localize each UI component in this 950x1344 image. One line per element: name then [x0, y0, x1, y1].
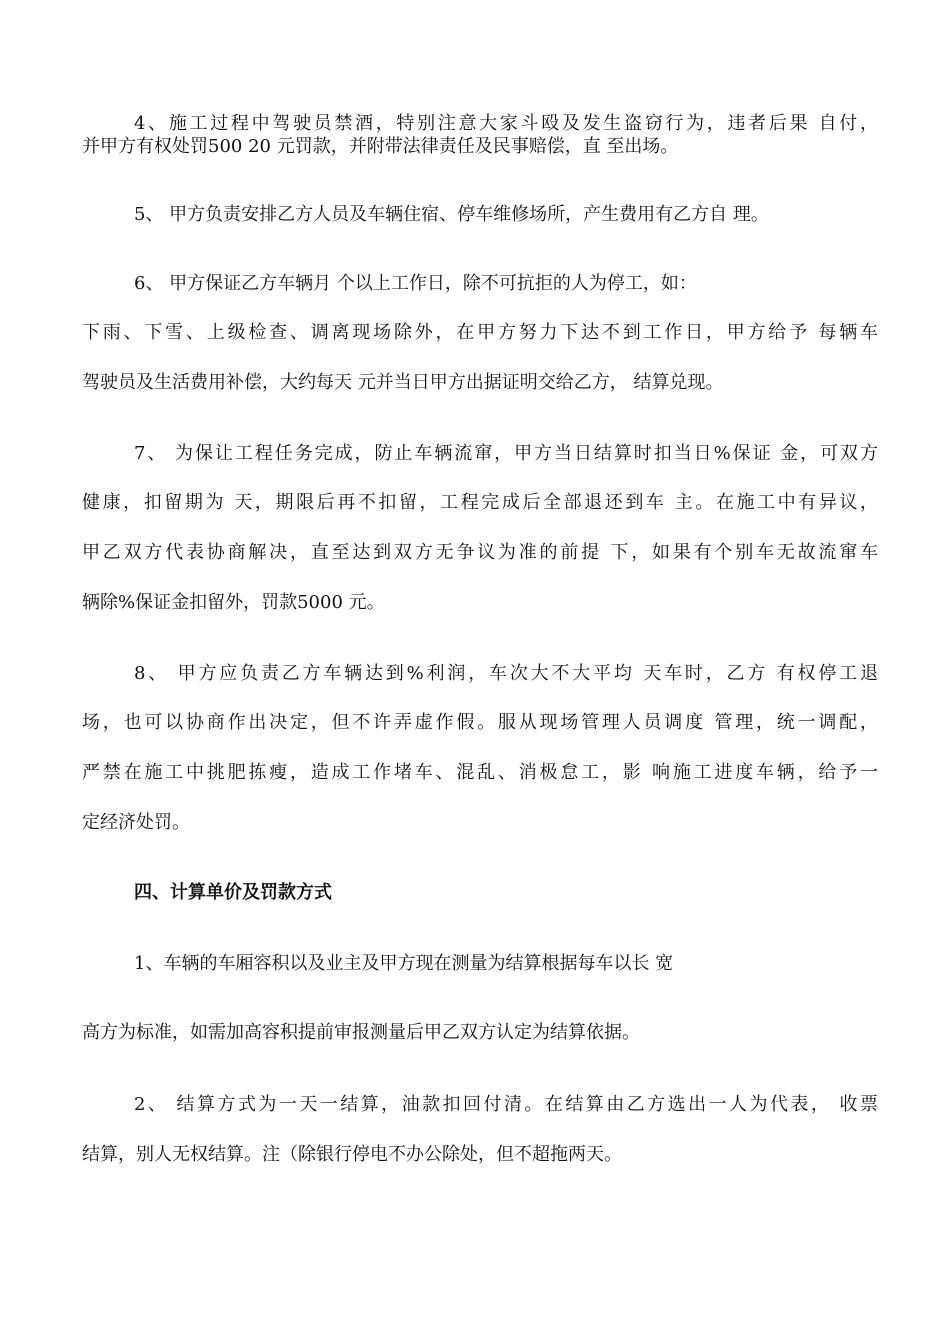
paragraph-4-line-1: 4、施工过程中驾驶员禁酒，特别注意大家斗殴及发生盗窃行为，违者后果 自付，: [134, 113, 878, 134]
paragraph-6-line-3: 驾驶员及生活费用补偿，大约每天 元并当日甲方出据证明交给乙方， 结算兑现。: [82, 372, 724, 393]
paragraph-6-line-1: 6、 甲方保证乙方车辆月 个以上工作日，除不可抗拒的人为停工，如：: [134, 273, 697, 294]
paragraph-8-line-1: 8、 甲方应负责乙方车辆达到%利润，车次大不大平均 天车时，乙方 有权停工退: [134, 663, 878, 684]
paragraph-7-line-4: 辆除%保证金扣留外，罚款5000 元。: [82, 592, 385, 613]
paragraph-5-line-1: 5、 甲方负责安排乙方人员及车辆住宿、停车维修场所，产生费用有乙方自 理。: [134, 204, 769, 225]
paragraph-8-line-3: 严禁在施工中挑肥拣瘦，造成工作堵车、混乱、消极怠工，影 响施工进度车辆，给予一: [82, 762, 878, 783]
paragraph-7-line-2: 健康，扣留期为 天，期限后再不扣留，工程完成后全部退还到车 主。在施工中有异议，: [82, 492, 878, 513]
paragraph-4-line-2: 并甲方有权处罚500 20 元罚款，并附带法律责任及民事赔偿，直 至出场。: [82, 136, 679, 157]
paragraph-7-line-3: 甲乙双方代表协商解决，直至达到双方无争议为准的前提 下，如果有个别车无故流窜车: [82, 542, 878, 563]
paragraph-8-line-4: 定经济处罚。: [82, 812, 190, 833]
clause-1-line-2: 高方为标准，如需加高容积提前审报测量后甲乙双方认定为结算依据。: [82, 1022, 640, 1043]
paragraph-7-line-1: 7、 为保让工程任务完成，防止车辆流窜，甲方当日结算时扣当日%保证 金，可双方: [134, 443, 878, 464]
clause-2-line-2: 结算，别人无权结算。注（除银行停电不办公除处，但不超拖两天。: [82, 1144, 622, 1165]
clause-2-line-1: 2、 结算方式为一天一结算，油款扣回付清。在结算由乙方选出一人为代表， 收票: [134, 1094, 878, 1115]
paragraph-6-line-2: 下雨、下雪、上级检查、调离现场除外，在甲方努力下达不到工作日，甲方给予 每辆车: [82, 322, 878, 343]
section-heading: 四、计算单价及罚款方式: [134, 882, 332, 903]
paragraph-8-line-2: 场，也可以协商作出决定，但不许弄虚作假。服从现场管理人员调度 管理，统一调配，: [82, 712, 878, 733]
clause-1-line-1: 1、车辆的车厢容积以及业主及甲方现在测量为结算根据每车以长 宽: [134, 953, 674, 974]
